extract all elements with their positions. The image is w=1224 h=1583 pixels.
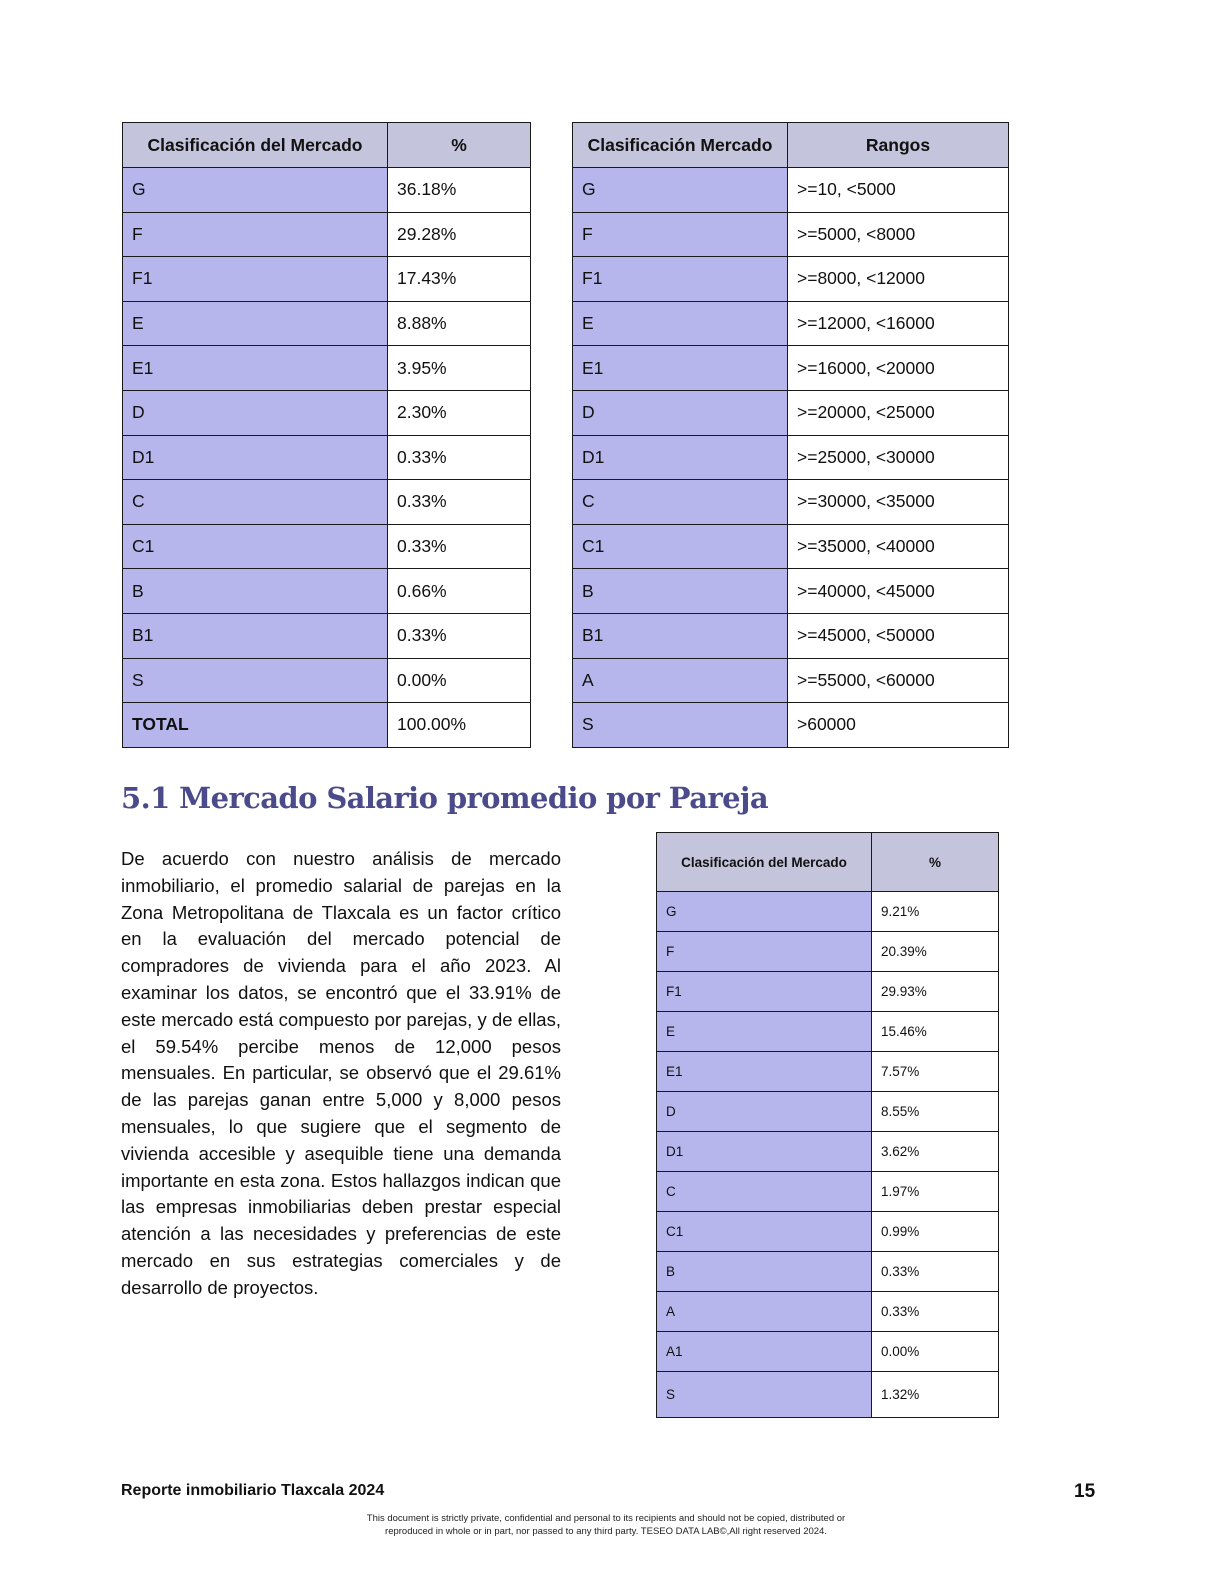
classification-cell: S xyxy=(123,658,388,703)
classification-cell: C xyxy=(657,1172,872,1212)
value-cell: 29.93% xyxy=(872,972,999,1012)
table-row xyxy=(657,892,999,932)
value-cell: 1.32% xyxy=(872,1372,999,1418)
column-header: Clasificación Mercado xyxy=(573,123,788,168)
classification-cell: C xyxy=(573,480,788,525)
table-row xyxy=(657,1172,999,1212)
classification-cell: C1 xyxy=(657,1212,872,1252)
classification-cell: F1 xyxy=(657,972,872,1012)
value-cell: 8.55% xyxy=(872,1092,999,1132)
value-cell: 29.28% xyxy=(388,212,531,257)
classification-cell: F xyxy=(573,212,788,257)
value-cell: 0.00% xyxy=(872,1332,999,1372)
table-row xyxy=(123,658,531,703)
table-row xyxy=(573,435,1009,480)
classification-cell: E xyxy=(657,1012,872,1052)
body-paragraph: De acuerdo con nuestro análisis de mercado inmobiliario, el promedio salarial de parejas en la Zona Metropolitana de Tlaxcala es un factor crítico en la evaluación del mercado potencial de compradores de vivienda para el año 2023. Al examinar los datos, se encontró que el 33.91% de este mercado está compuesto por parejas, y de ellas, el 59.54% percibe menos de 12,000 pesos mensuales. En particular, se observó que el 29.61% de las parejas ganan entre 5,000 y 8,000 pesos mensuales, lo que sugiere que el segmento de vivienda accesible y asequible tiene una demanda importante en esta zona. Estos hallazgos indican que las empresas inmobiliarias deben prestar especial atención a las necesidades y preferencias de este mercado en sus estrategias comerciales y de desarrollo de proyectos. xyxy=(121,848,561,1298)
table-row xyxy=(573,613,1009,658)
classification-cell: D xyxy=(123,390,388,435)
classification-cell: D xyxy=(573,390,788,435)
table-row xyxy=(657,1092,999,1132)
value-cell: >=30000, <35000 xyxy=(788,480,1009,525)
table-body xyxy=(123,168,531,748)
column-header: Clasificación del Mercado xyxy=(123,123,388,168)
classification-cell: F xyxy=(657,932,872,972)
value-cell: 0.66% xyxy=(388,569,531,614)
classification-cell: C xyxy=(123,480,388,525)
value-cell: 2.30% xyxy=(388,390,531,435)
classification-cell: E1 xyxy=(123,346,388,391)
value-cell: >=5000, <8000 xyxy=(788,212,1009,257)
value-cell: 3.62% xyxy=(872,1132,999,1172)
classification-cell: G xyxy=(123,168,388,213)
table-row xyxy=(123,301,531,346)
table-row xyxy=(657,1252,999,1292)
table-row xyxy=(123,703,531,748)
value-cell: 0.00% xyxy=(388,658,531,703)
classification-cell: C1 xyxy=(573,524,788,569)
value-cell: 9.21% xyxy=(872,892,999,932)
page-number: 15 xyxy=(1074,1481,1096,1502)
table-row xyxy=(123,569,531,614)
value-cell: 8.88% xyxy=(388,301,531,346)
value-cell: >60000 xyxy=(788,703,1009,748)
classification-cell: A xyxy=(657,1292,872,1332)
table-row xyxy=(123,480,531,525)
classification-cell: C1 xyxy=(123,524,388,569)
classification-cell: F xyxy=(123,212,388,257)
value-cell: >=35000, <40000 xyxy=(788,524,1009,569)
classification-cell: B xyxy=(573,569,788,614)
classification-cell: B1 xyxy=(573,613,788,658)
table-row xyxy=(573,480,1009,525)
classification-cell: E xyxy=(123,301,388,346)
classification-cell: TOTAL xyxy=(123,703,388,748)
table-row xyxy=(573,257,1009,302)
value-cell: 7.57% xyxy=(872,1052,999,1092)
table-row xyxy=(573,703,1009,748)
table-row xyxy=(573,658,1009,703)
classification-cell: E1 xyxy=(573,346,788,391)
classification-cell: D1 xyxy=(573,435,788,480)
classification-cell: E xyxy=(573,301,788,346)
value-cell: 0.33% xyxy=(388,480,531,525)
table-row xyxy=(573,524,1009,569)
value-cell: >=20000, <25000 xyxy=(788,390,1009,435)
table-row xyxy=(123,346,531,391)
value-cell: 17.43% xyxy=(388,257,531,302)
classification-cell: B xyxy=(123,569,388,614)
table-row xyxy=(657,1012,999,1052)
table-row xyxy=(123,524,531,569)
market-ranges-table xyxy=(572,122,1009,748)
table-row xyxy=(573,569,1009,614)
value-cell: 36.18% xyxy=(388,168,531,213)
classification-cell: B1 xyxy=(123,613,388,658)
table-row xyxy=(657,972,999,1012)
value-cell: 0.99% xyxy=(872,1212,999,1252)
classification-cell: S xyxy=(657,1372,872,1418)
confidentiality-disclaimer xyxy=(300,1512,912,1538)
classification-cell: B xyxy=(657,1252,872,1292)
value-cell: 20.39% xyxy=(872,932,999,972)
value-cell: >=8000, <12000 xyxy=(788,257,1009,302)
table-body xyxy=(573,168,1009,748)
value-cell: 0.33% xyxy=(388,435,531,480)
footer-report-title: Reporte inmobiliario Tlaxcala 2024 xyxy=(121,1482,385,1499)
table-row xyxy=(657,1292,999,1332)
table-row xyxy=(123,168,531,213)
table-row xyxy=(123,257,531,302)
classification-cell: S xyxy=(573,703,788,748)
classification-cell: D xyxy=(657,1092,872,1132)
table-row xyxy=(657,1372,999,1418)
value-cell: >=25000, <30000 xyxy=(788,435,1009,480)
classification-cell: D1 xyxy=(657,1132,872,1172)
value-cell: >=40000, <45000 xyxy=(788,569,1009,614)
table-row xyxy=(657,1052,999,1092)
disclaimer-line: This document is strictly private, confidential and personal to its recipients and should not be copied, distributed or xyxy=(366,1513,846,1524)
table-row xyxy=(123,212,531,257)
table-row xyxy=(657,1132,999,1172)
column-header: Rangos xyxy=(788,123,1009,168)
classification-cell: D1 xyxy=(123,435,388,480)
table-row xyxy=(123,613,531,658)
value-cell: 1.97% xyxy=(872,1172,999,1212)
couples-market-table xyxy=(656,832,999,1418)
section-title: 5.1 Mercado Salario promedio por Pareja xyxy=(121,781,769,815)
value-cell: >=10, <5000 xyxy=(788,168,1009,213)
value-cell: 0.33% xyxy=(388,613,531,658)
classification-cell: A1 xyxy=(657,1332,872,1372)
table-row xyxy=(123,435,531,480)
value-cell: 0.33% xyxy=(872,1252,999,1292)
table-row xyxy=(657,932,999,972)
value-cell: 3.95% xyxy=(388,346,531,391)
table-row xyxy=(573,212,1009,257)
value-cell: 0.33% xyxy=(872,1292,999,1332)
classification-cell: F1 xyxy=(123,257,388,302)
value-cell: 100.00% xyxy=(388,703,531,748)
table-row xyxy=(573,168,1009,213)
classification-cell: G xyxy=(657,892,872,932)
value-cell: 15.46% xyxy=(872,1012,999,1052)
value-cell: >=45000, <50000 xyxy=(788,613,1009,658)
column-header: Clasificación del Mercado xyxy=(657,833,872,892)
table-row xyxy=(573,301,1009,346)
table-row xyxy=(573,390,1009,435)
classification-cell: F1 xyxy=(573,257,788,302)
table-row xyxy=(657,1212,999,1252)
table-row xyxy=(573,346,1009,391)
classification-cell: E1 xyxy=(657,1052,872,1092)
value-cell: >=55000, <60000 xyxy=(788,658,1009,703)
table-body xyxy=(657,892,999,1418)
disclaimer-line: reproduced in whole or in part, nor passed to any third party. TESEO DATA LAB©,All right reserved 2024. xyxy=(385,1526,827,1537)
classification-cell: A xyxy=(573,658,788,703)
table-row xyxy=(657,1332,999,1372)
value-cell: >=16000, <20000 xyxy=(788,346,1009,391)
classification-cell: G xyxy=(573,168,788,213)
column-header: % xyxy=(872,833,999,892)
column-header: % xyxy=(388,123,531,168)
value-cell: >=12000, <16000 xyxy=(788,301,1009,346)
market-classification-table xyxy=(122,122,531,748)
table-row xyxy=(123,390,531,435)
value-cell: 0.33% xyxy=(388,524,531,569)
